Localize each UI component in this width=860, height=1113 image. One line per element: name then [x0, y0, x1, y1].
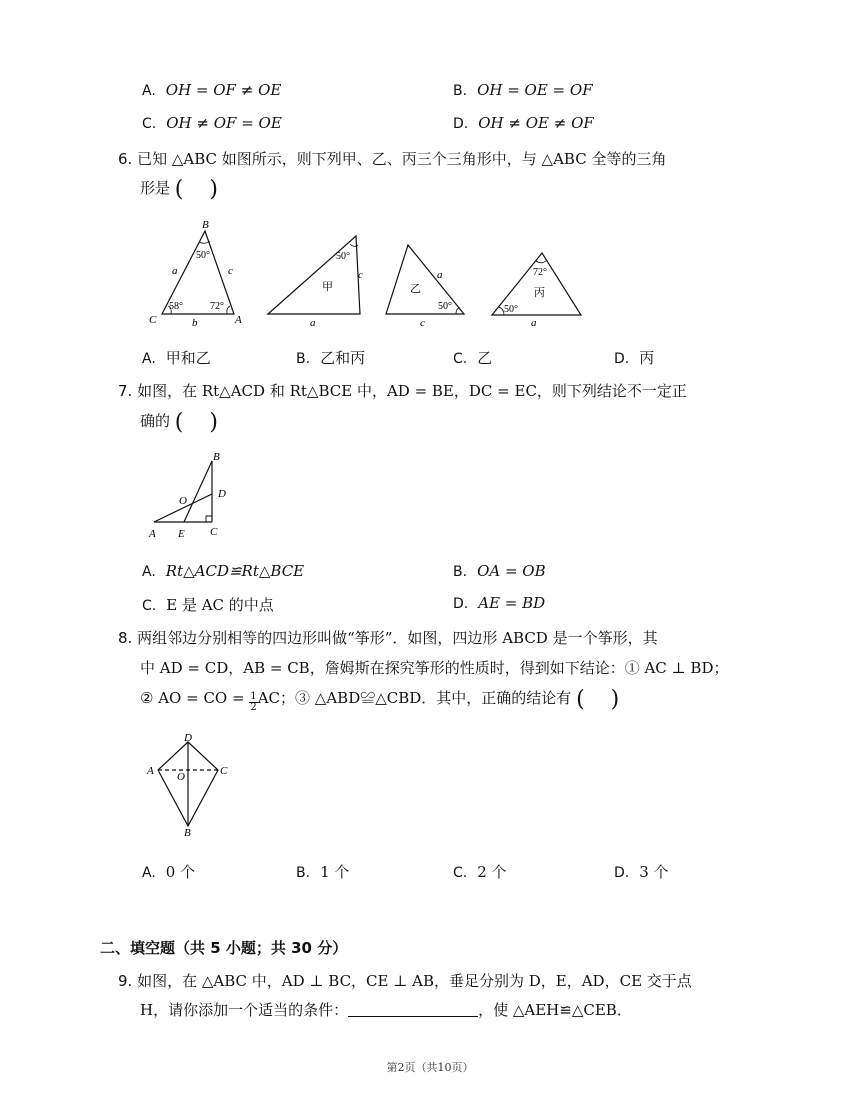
- q6-stem-line2: 形是 ( ): [140, 177, 218, 202]
- q7-option-b[interactable]: B. OA = OB: [453, 562, 546, 580]
- yi-angle: 50°: [438, 301, 452, 312]
- q7-option-d[interactable]: D. AE = BD: [453, 594, 546, 612]
- q8-option-d[interactable]: D. 3 个: [614, 863, 669, 881]
- side-a: a: [172, 265, 178, 277]
- label-A: A: [235, 314, 242, 326]
- label-C: C: [149, 314, 157, 326]
- q8-label-d: D: [184, 732, 192, 744]
- triangle-jia: [268, 236, 360, 314]
- q8-label-o: O: [177, 771, 185, 783]
- label-B: B: [202, 219, 209, 231]
- q7-label-c: C: [210, 526, 218, 538]
- q8-option-c[interactable]: C. 2 个: [453, 863, 507, 881]
- q7-lines: [154, 461, 212, 522]
- q6-stem-line1: 6. 已知 △ABC 如图所示，则下列甲、乙、丙三个三角形中，与 △ABC 全等的三角: [118, 150, 667, 168]
- section-heading-fill-in: 二、填空题（共 5 小题；共 30 分）: [100, 939, 348, 957]
- q8-stem-line3: ② AO = CO = $\frac{1}{2}$ AC；③ △ABD≌△CBD．其中，正确的结论有 ( ): [140, 687, 620, 713]
- bing-side-a: a: [531, 317, 537, 329]
- q8-stem-line2: 中 AD = CD，AB = CB，詹姆斯在探究筝形的性质时，得到如下结论：① AC ⊥ BD；: [140, 659, 729, 677]
- q7-label-o: O: [179, 495, 187, 507]
- q8-label-a: A: [147, 765, 154, 777]
- page-footer: 第2页（共10页）: [386, 1061, 474, 1074]
- jia-side-a: a: [310, 317, 316, 329]
- q8-option-b[interactable]: B. 1 个: [296, 863, 350, 881]
- angle-c: 58°: [169, 301, 183, 312]
- side-b: b: [192, 317, 198, 329]
- q7-figure: [140, 446, 250, 542]
- triangle-yi: [386, 245, 464, 314]
- q6-option-b[interactable]: B. 乙和丙: [296, 349, 366, 367]
- q7-stem-line1: 7. 如图，在 Rt△ACD 和 Rt△BCE 中，AD = BE，DC = EC，则下列结论不一定正: [118, 382, 687, 400]
- fraction-half: $\frac{1}{2}$: [250, 691, 257, 713]
- side-c: c: [228, 265, 233, 277]
- angle-b: 50°: [196, 250, 210, 261]
- q6-option-a[interactable]: A. 甲和乙: [142, 349, 211, 367]
- q8-figure: [140, 728, 240, 840]
- q8-label-c: C: [220, 765, 228, 777]
- q5-option-a[interactable]: A. OH = OF ≠ OE: [142, 81, 282, 99]
- q6-figure: [140, 212, 600, 332]
- q5-option-c[interactable]: C. OH ≠ OF = OE: [142, 114, 282, 132]
- yi-side-c: c: [420, 317, 425, 329]
- jia-angle: 50°: [336, 251, 350, 262]
- q6-option-d[interactable]: D. 丙: [614, 349, 655, 367]
- q8-stem-line1: 8. 两组邻边分别相等的四边形叫做“筝形”．如图，四边形 ABCD 是一个筝形，其: [118, 629, 658, 647]
- q6-option-c[interactable]: C. 乙: [453, 349, 493, 367]
- bing-name: 丙: [534, 287, 545, 299]
- q8-option-a[interactable]: A. 0 个: [142, 863, 196, 881]
- q7-label-d: D: [218, 488, 226, 500]
- q9-answer-blank[interactable]: [348, 1000, 478, 1017]
- jia-name: 甲: [322, 281, 333, 293]
- kite-outline: [158, 742, 218, 826]
- q9-stem-line2: H，请你添加一个适当的条件： ，使 △AEH≌△CEB．: [140, 1001, 632, 1019]
- jia-side-c: c: [358, 269, 363, 281]
- angle-a: 72°: [210, 301, 224, 312]
- q5-option-b[interactable]: B. OH = OE = OF: [453, 81, 593, 99]
- q7-label-a: A: [149, 528, 156, 540]
- yi-side-a: a: [437, 269, 443, 281]
- q7-option-c[interactable]: C. E 是 AC 的中点: [142, 596, 274, 614]
- q8-label-b: B: [184, 827, 191, 839]
- q7-label-b: B: [213, 451, 220, 463]
- q9-stem-line1: 9. 如图，在 △ABC 中，AD ⊥ BC，CE ⊥ AB，垂足分别为 D，E，AD，CE 交于点: [118, 972, 692, 990]
- q7-label-e: E: [178, 528, 185, 540]
- q5-option-d[interactable]: D. OH ≠ OE ≠ OF: [453, 114, 594, 132]
- q7-stem-line2: 确的 ( ): [140, 410, 218, 435]
- q7-option-a[interactable]: A. Rt△ACD≌Rt△BCE: [142, 562, 305, 580]
- yi-name: 乙: [410, 283, 421, 295]
- bing-angle-top: 72°: [533, 267, 547, 278]
- bing-angle-left: 50°: [504, 304, 518, 315]
